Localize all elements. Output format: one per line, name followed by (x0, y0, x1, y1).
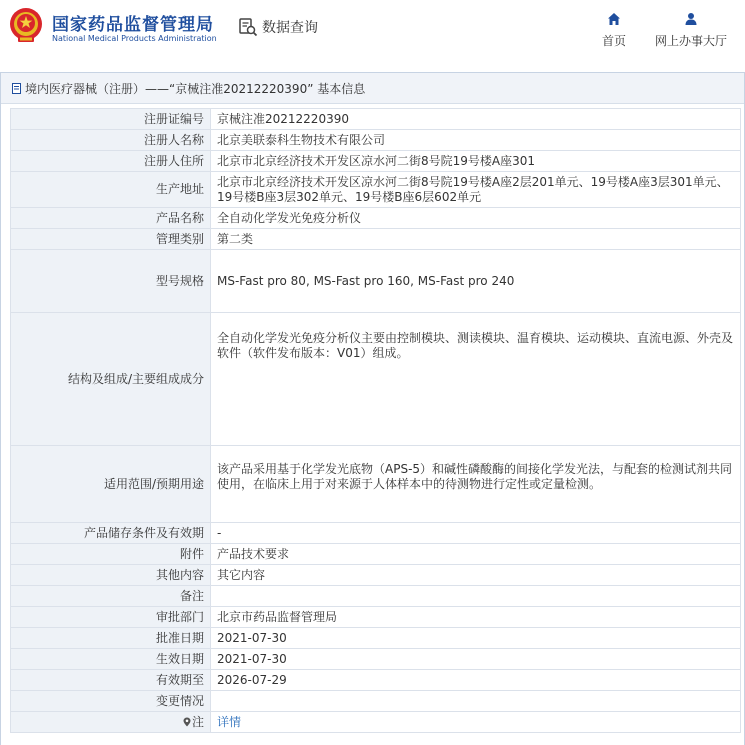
panel-title: 境内医疗器械（注册）——“京械注准20212220390” 基本信息 (25, 81, 366, 96)
row-value: 京械注准20212220390 (211, 109, 741, 130)
note-label-cell (11, 712, 211, 733)
row-label: 审批部门 (11, 607, 211, 628)
row-label: 注册人住所 (11, 151, 211, 172)
national-emblem-icon (8, 6, 44, 44)
row-value: 第二类 (211, 229, 741, 250)
table-row (11, 151, 741, 172)
details-link[interactable]: 详情 (217, 714, 242, 729)
table-row (11, 109, 741, 130)
row-label: 注册证编号 (11, 109, 211, 130)
row-value: 产品技术要求 (211, 544, 741, 565)
row-value: 其它内容 (211, 565, 741, 586)
row-value: 北京美联泰科生物技术有限公司 (211, 130, 741, 151)
table-row (11, 208, 741, 229)
nav-online-hall-label: 网上办事大厅 (654, 34, 727, 48)
table-row (11, 649, 741, 670)
table-row (11, 565, 741, 586)
row-value: 全自动化学发光免疫分析仪 (211, 208, 741, 229)
row-value: 2021-07-30 (211, 649, 741, 670)
row-value (211, 691, 741, 712)
document-icon (12, 83, 22, 94)
table-row (11, 691, 741, 712)
nav-home-label: 首页 (601, 34, 626, 48)
nav-home-button[interactable] (598, 12, 630, 49)
user-icon (684, 12, 698, 26)
home-icon (607, 12, 621, 26)
row-label: 管理类别 (11, 229, 211, 250)
registration-info-table (10, 108, 741, 733)
table-row (11, 523, 741, 544)
row-label: 生效日期 (11, 649, 211, 670)
table-row (11, 544, 741, 565)
data-query-label: 数据查询 (262, 20, 318, 36)
row-label: 结构及组成/主要组成成分 (11, 313, 211, 446)
table-row (11, 446, 741, 523)
row-value: 全自动化学发光免疫分析仪主要由控制模块、测读模块、温育模块、运动模块、直流电源、外壳及软件（软件发布版本：V01）组成。 (211, 313, 741, 446)
row-value: 2026-07-29 (211, 670, 741, 691)
row-label: 有效期至 (11, 670, 211, 691)
table-row (11, 172, 741, 208)
row-value: 北京市药品监督管理局 (211, 607, 741, 628)
row-value (211, 586, 741, 607)
row-value: - (211, 523, 741, 544)
table-row (11, 229, 741, 250)
row-label: 批准日期 (11, 628, 211, 649)
row-label: 适用范围/预期用途 (11, 446, 211, 523)
table-row (11, 130, 741, 151)
site-subtitle: National Medical Products Administration (52, 34, 217, 43)
detail-panel (0, 72, 745, 745)
row-value: 该产品采用基于化学发光底物（APS-5）和碱性磷酸酶的间接化学发光法，与配套的检测试剂共同使用，在临床上用于对来源于人体样本中的待测物进行定性或定量检测。 (211, 446, 741, 523)
row-value: 北京市北京经济技术开发区凉水河二街8号院19号楼A座2层201单元、19号楼A座3层301单元、19号楼B座3层302单元、19号楼B座6层602单元 (211, 172, 741, 208)
table-row (11, 607, 741, 628)
row-label: 其他内容 (11, 565, 211, 586)
table-row (11, 712, 741, 733)
search-document-icon (238, 17, 258, 37)
panel-title-bar (1, 73, 744, 104)
nav-online-hall-button[interactable] (652, 12, 730, 49)
row-label: 附件 (11, 544, 211, 565)
row-label: 备注 (11, 586, 211, 607)
row-label: 变更情况 (11, 691, 211, 712)
row-label: 型号规格 (11, 250, 211, 313)
site-title[interactable]: 国家药品监督管理局 (52, 15, 214, 35)
row-value: 北京市北京经济技术开发区凉水河二街8号院19号楼A座301 (211, 151, 741, 172)
row-label: 产品名称 (11, 208, 211, 229)
row-label: 注 (191, 714, 204, 729)
row-value: MS-Fast pro 80, MS-Fast pro 160, MS-Fast pro 240 (211, 250, 741, 313)
table-row (11, 586, 741, 607)
data-query-link[interactable] (238, 16, 318, 38)
table-row (11, 628, 741, 649)
site-header (0, 0, 745, 62)
row-label: 生产地址 (11, 172, 211, 208)
table-row (11, 313, 741, 446)
row-value-cell (211, 712, 741, 733)
location-pin-icon (183, 717, 191, 727)
table-row (11, 250, 741, 313)
row-value: 2021-07-30 (211, 628, 741, 649)
row-label: 产品储存条件及有效期 (11, 523, 211, 544)
row-label: 注册人名称 (11, 130, 211, 151)
table-row (11, 670, 741, 691)
